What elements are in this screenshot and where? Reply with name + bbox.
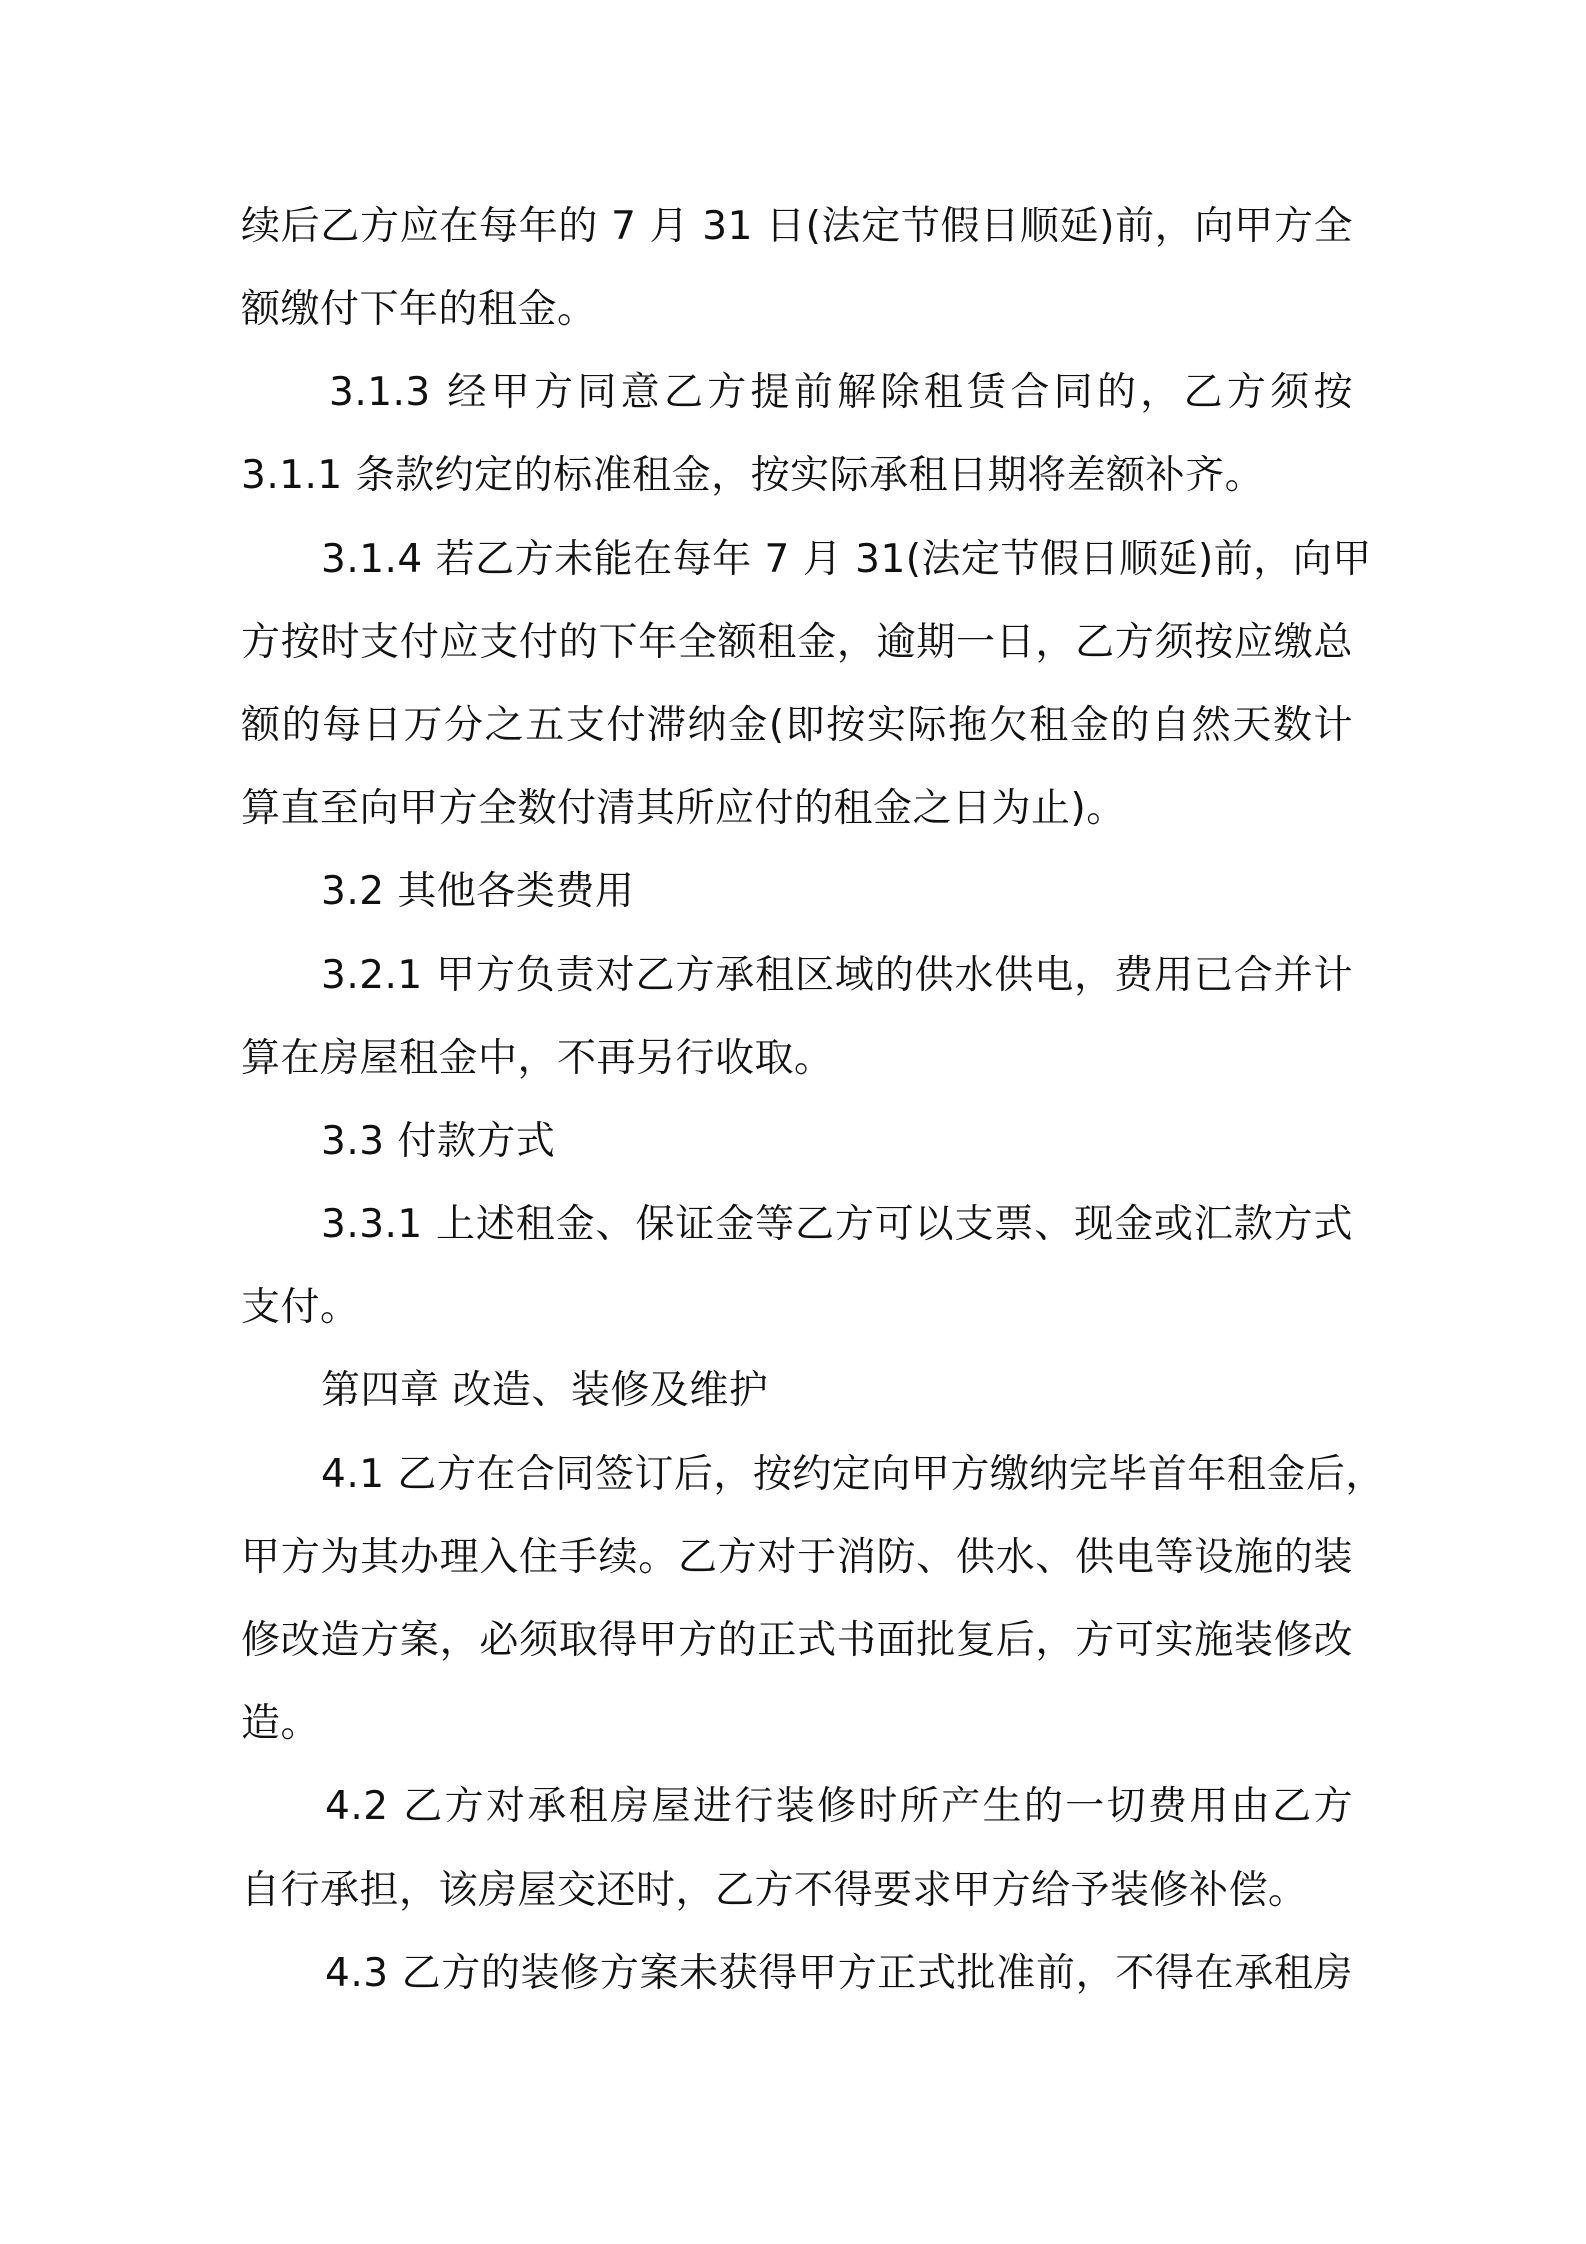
text-line: 额缴付下年的租金。: [241, 287, 597, 332]
text-line: 3.2.1 甲方负责对乙方承租区域的供水供电，费用已合并计: [321, 953, 1353, 998]
text-line: 甲方为其办理入住手续。乙方对于消防、供水、供电等设施的装: [241, 1535, 1353, 1580]
text-line: 3.1.4 若乙方未能在每年 7 月 31(法定节假日顺延)前，向甲: [321, 537, 1372, 582]
text-line: 3.3.1 上述租金、保证金等乙方可以支票、现金或汇款方式: [321, 1202, 1353, 1247]
text-line: 支付。: [241, 1285, 360, 1330]
text-line: 方按时支付应支付的下年全额租金，逾期一日，乙方须按应缴总: [241, 620, 1353, 665]
text-line: 4.2 乙方对承租房屋进行装修时所产生的一切费用由乙方: [325, 1784, 1353, 1829]
text-line: 4.1 乙方在合同签订后，按约定向甲方缴纳完毕首年租金后，: [321, 1452, 1385, 1497]
text-line: 修改造方案，必须取得甲方的正式书面批复后，方可实施装修改: [241, 1618, 1353, 1663]
section-heading: 3.2 其他各类费用: [321, 869, 635, 914]
text-line: 造。: [241, 1701, 321, 1746]
text-line: 3.1.3 经甲方同意乙方提前解除租赁合同的，乙方须按: [329, 370, 1353, 415]
chapter-heading: 第四章 改造、装修及维护: [321, 1368, 769, 1413]
text-line: 4.3 乙方的装修方案未获得甲方正式批准前，不得在承租房: [325, 1951, 1353, 1996]
text-line: 自行承担，该房屋交还时，乙方不得要求甲方给予装修补偿。: [241, 1868, 1308, 1913]
text-line: 算直至向甲方全数付清其所应付的租金之日为止)。: [241, 786, 1126, 831]
section-heading: 3.3 付款方式: [321, 1119, 556, 1164]
text-line: 续后乙方应在每年的 7 月 31 日(法定节假日顺延)前，向甲方全: [241, 204, 1353, 249]
text-line: 算在房屋租金中，不再另行收取。: [241, 1036, 834, 1081]
text-line: 3.1.1 条款约定的标准租金，按实际承租日期将差额补齐。: [241, 453, 1265, 498]
text-line: 额的每日万分之五支付滞纳金(即按实际拖欠租金的自然天数计: [241, 703, 1353, 748]
